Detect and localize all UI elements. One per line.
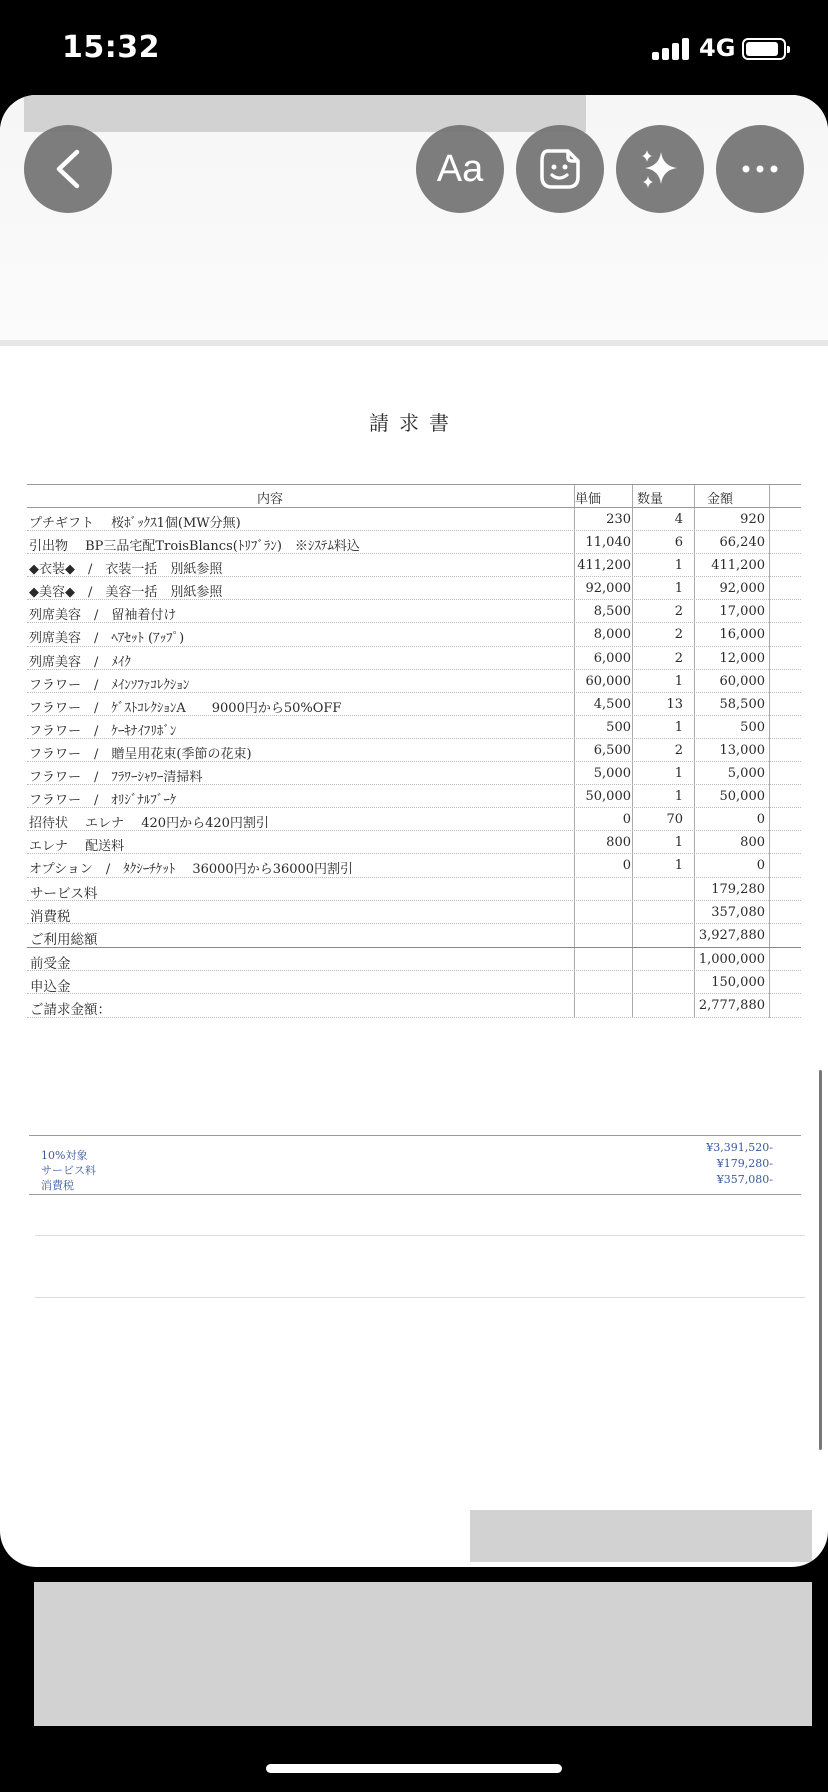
divider xyxy=(35,1297,805,1298)
tax-label: サービス料 xyxy=(41,1164,96,1177)
item-quantity: 1 xyxy=(674,581,683,597)
table-row xyxy=(27,647,801,670)
item-unit-price: 60,000 xyxy=(585,673,631,689)
table-row xyxy=(27,831,801,854)
redacted-region xyxy=(470,1510,812,1562)
item-unit-price: 411,200 xyxy=(577,558,631,574)
summary-row xyxy=(27,901,801,924)
item-unit-price: 6,500 xyxy=(593,742,631,758)
summary-row xyxy=(27,948,801,971)
table-row xyxy=(27,600,801,623)
back-button[interactable] xyxy=(24,125,112,213)
item-amount: 0 xyxy=(756,858,765,874)
item-quantity: 70 xyxy=(666,812,683,828)
item-quantity: 2 xyxy=(674,742,683,758)
item-amount: 800 xyxy=(740,835,765,851)
item-unit-price: 6,000 xyxy=(593,650,631,666)
summary-row xyxy=(27,994,801,1017)
summary-label: サービス料 xyxy=(30,885,98,902)
item-quantity: 2 xyxy=(674,650,683,666)
home-indicator[interactable] xyxy=(266,1764,562,1773)
item-amount: 13,000 xyxy=(719,742,765,758)
status-time: 15:32 xyxy=(62,30,160,65)
effects-button[interactable] xyxy=(616,125,704,213)
item-unit-price: 0 xyxy=(622,812,631,828)
item-description: ◆美容◆ / 美容一括 別紙参照 xyxy=(29,585,223,601)
summary-row xyxy=(27,971,801,994)
item-quantity: 1 xyxy=(674,766,683,782)
summary-value: 357,080 xyxy=(711,904,765,920)
table-row xyxy=(27,623,801,646)
item-quantity: 4 xyxy=(674,512,683,527)
sticker-button[interactable] xyxy=(516,125,604,213)
tax-value: ¥3,391,520- xyxy=(706,1141,773,1154)
back-icon xyxy=(53,148,83,190)
item-unit-price: 4,500 xyxy=(593,696,631,712)
summary-label: ご請求金額： xyxy=(30,1002,111,1019)
header-unit-price: 単価 xyxy=(575,492,602,507)
item-description: フラワー / 贈呈用花束(季節の花束) xyxy=(29,746,252,762)
item-description: 招待状 エレナ 420円から420円割引 xyxy=(29,816,269,832)
tax-label: 消費税 xyxy=(41,1179,74,1192)
page-top-area xyxy=(0,95,828,346)
table-row xyxy=(27,739,801,762)
tax-label: 10%対象 xyxy=(41,1149,88,1162)
item-quantity: 2 xyxy=(674,604,683,620)
item-unit-price: 11,040 xyxy=(585,535,631,551)
summary-value: 150,000 xyxy=(711,975,765,991)
divider xyxy=(35,1235,805,1236)
item-amount: 66,240 xyxy=(719,535,765,551)
item-amount: 50,000 xyxy=(719,789,765,805)
item-quantity: 1 xyxy=(674,858,683,874)
item-description: フラワー / ﾌﾗﾜｰｼｬﾜｰ清掃料 xyxy=(29,770,203,786)
header-description: 内容 xyxy=(257,492,284,507)
item-description: プチギフト 桜ﾎﾞｯｸｽ1個(MW分無) xyxy=(29,516,241,531)
item-quantity: 1 xyxy=(674,673,683,689)
table-row xyxy=(27,785,801,808)
status-bar xyxy=(0,0,828,100)
redacted-region xyxy=(34,1582,812,1726)
text-icon: Aa xyxy=(436,147,484,190)
item-description: オプション / ﾀｸｼｰﾁｹｯﾄ 36000円から36000円割引 xyxy=(29,862,354,878)
item-description: 引出物 BP三品宅配TroisBlancs(ﾄﾘﾌﾞﾗﾝ) ※ｼｽﾃﾑ料込 xyxy=(29,539,360,555)
item-unit-price: 5,000 xyxy=(593,766,631,782)
table-row xyxy=(27,554,801,577)
item-description: フラワー / ｹｰｷﾅｲﾌﾘﾎﾞﾝ xyxy=(29,723,177,739)
more-button[interactable] xyxy=(716,125,804,213)
item-description: エレナ 配送料 xyxy=(29,839,125,855)
tax-value: ¥179,280- xyxy=(716,1157,773,1170)
summary-label: 前受金 xyxy=(30,955,71,972)
item-quantity: 1 xyxy=(674,789,683,805)
item-amount: 60,000 xyxy=(719,673,765,689)
tax-labels xyxy=(41,1148,96,1193)
item-quantity: 1 xyxy=(674,835,683,851)
sparkles-icon xyxy=(637,146,683,192)
table-row xyxy=(27,531,801,554)
item-unit-price: 92,000 xyxy=(585,581,631,597)
item-description: 列席美容 / 留袖着付け xyxy=(29,608,177,624)
summary-label: 消費税 xyxy=(30,908,71,925)
item-amount: 16,000 xyxy=(719,627,765,643)
battery-icon xyxy=(742,38,786,60)
tax-values xyxy=(706,1140,773,1188)
sticker-icon xyxy=(538,147,582,191)
item-quantity: 6 xyxy=(674,535,683,551)
item-description: フラワー / ｹﾞｽﾄｺﾚｸｼｮﾝA 9000円から50%OFF xyxy=(29,700,342,716)
table-row xyxy=(27,577,801,600)
item-description: フラワー / ｵﾘｼﾞﾅﾙﾌﾞｰｹ xyxy=(29,793,177,809)
item-amount: 0 xyxy=(756,812,765,828)
item-quantity: 1 xyxy=(674,719,683,735)
summary-label: ご利用総額 xyxy=(30,932,98,949)
summary-rows xyxy=(27,878,801,1018)
item-amount: 12,000 xyxy=(719,650,765,666)
more-icon xyxy=(740,164,780,174)
item-unit-price: 50,000 xyxy=(585,789,631,805)
item-rows xyxy=(27,508,801,878)
item-unit-price: 8,500 xyxy=(593,604,631,620)
summary-value: 179,280 xyxy=(711,881,765,897)
table-row xyxy=(27,716,801,739)
item-quantity: 1 xyxy=(674,558,683,574)
signal-icon xyxy=(652,38,692,60)
table-row xyxy=(27,808,801,831)
summary-label: 申込金 xyxy=(30,979,71,996)
item-amount: 920 xyxy=(740,512,765,527)
item-unit-price: 8,000 xyxy=(593,627,631,643)
table-row xyxy=(27,762,801,785)
invoice-table xyxy=(27,484,801,1018)
table-row xyxy=(27,693,801,716)
summary-value: 3,927,880 xyxy=(698,928,765,944)
table-row xyxy=(27,508,801,531)
header-amount: 金額 xyxy=(707,492,734,507)
summary-value: 1,000,000 xyxy=(698,951,765,967)
summary-row xyxy=(27,924,801,947)
item-amount: 92,000 xyxy=(719,581,765,597)
tax-value: ¥357,080- xyxy=(716,1173,773,1186)
summary-row xyxy=(27,878,801,901)
item-description: フラワー / ﾒｲﾝｿﾌｧｺﾚｸｼｮﾝ xyxy=(29,677,190,693)
table-header xyxy=(27,484,801,508)
item-unit-price: 230 xyxy=(606,512,631,527)
item-description: 列席美容 / ﾍｱｾｯﾄ (ｱｯﾌﾟ) xyxy=(29,631,185,647)
table-row xyxy=(27,670,801,693)
item-amount: 411,200 xyxy=(711,558,765,574)
item-unit-price: 800 xyxy=(606,835,631,851)
item-amount: 58,500 xyxy=(719,696,765,712)
summary-value: 2,777,880 xyxy=(698,998,765,1014)
editor-canvas xyxy=(0,95,828,1567)
item-unit-price: 500 xyxy=(606,719,631,735)
item-description: ◆衣装◆ / 衣装一括 別紙参照 xyxy=(29,562,223,578)
redacted-region xyxy=(24,95,586,132)
item-amount: 5,000 xyxy=(727,766,765,782)
text-button[interactable] xyxy=(416,125,504,213)
scrollbar[interactable] xyxy=(819,1070,822,1450)
network-type: 4G xyxy=(699,34,736,62)
item-quantity: 13 xyxy=(666,696,683,712)
item-amount: 500 xyxy=(740,719,765,735)
header-quantity: 数量 xyxy=(637,492,664,507)
tax-breakdown xyxy=(29,1135,801,1195)
table-row xyxy=(27,854,801,877)
item-quantity: 2 xyxy=(674,627,683,643)
item-description: 列席美容 / ﾒｲｸ xyxy=(29,654,131,670)
item-amount: 17,000 xyxy=(719,604,765,620)
item-unit-price: 0 xyxy=(622,858,631,874)
invoice-title: 請求書 xyxy=(369,411,459,435)
